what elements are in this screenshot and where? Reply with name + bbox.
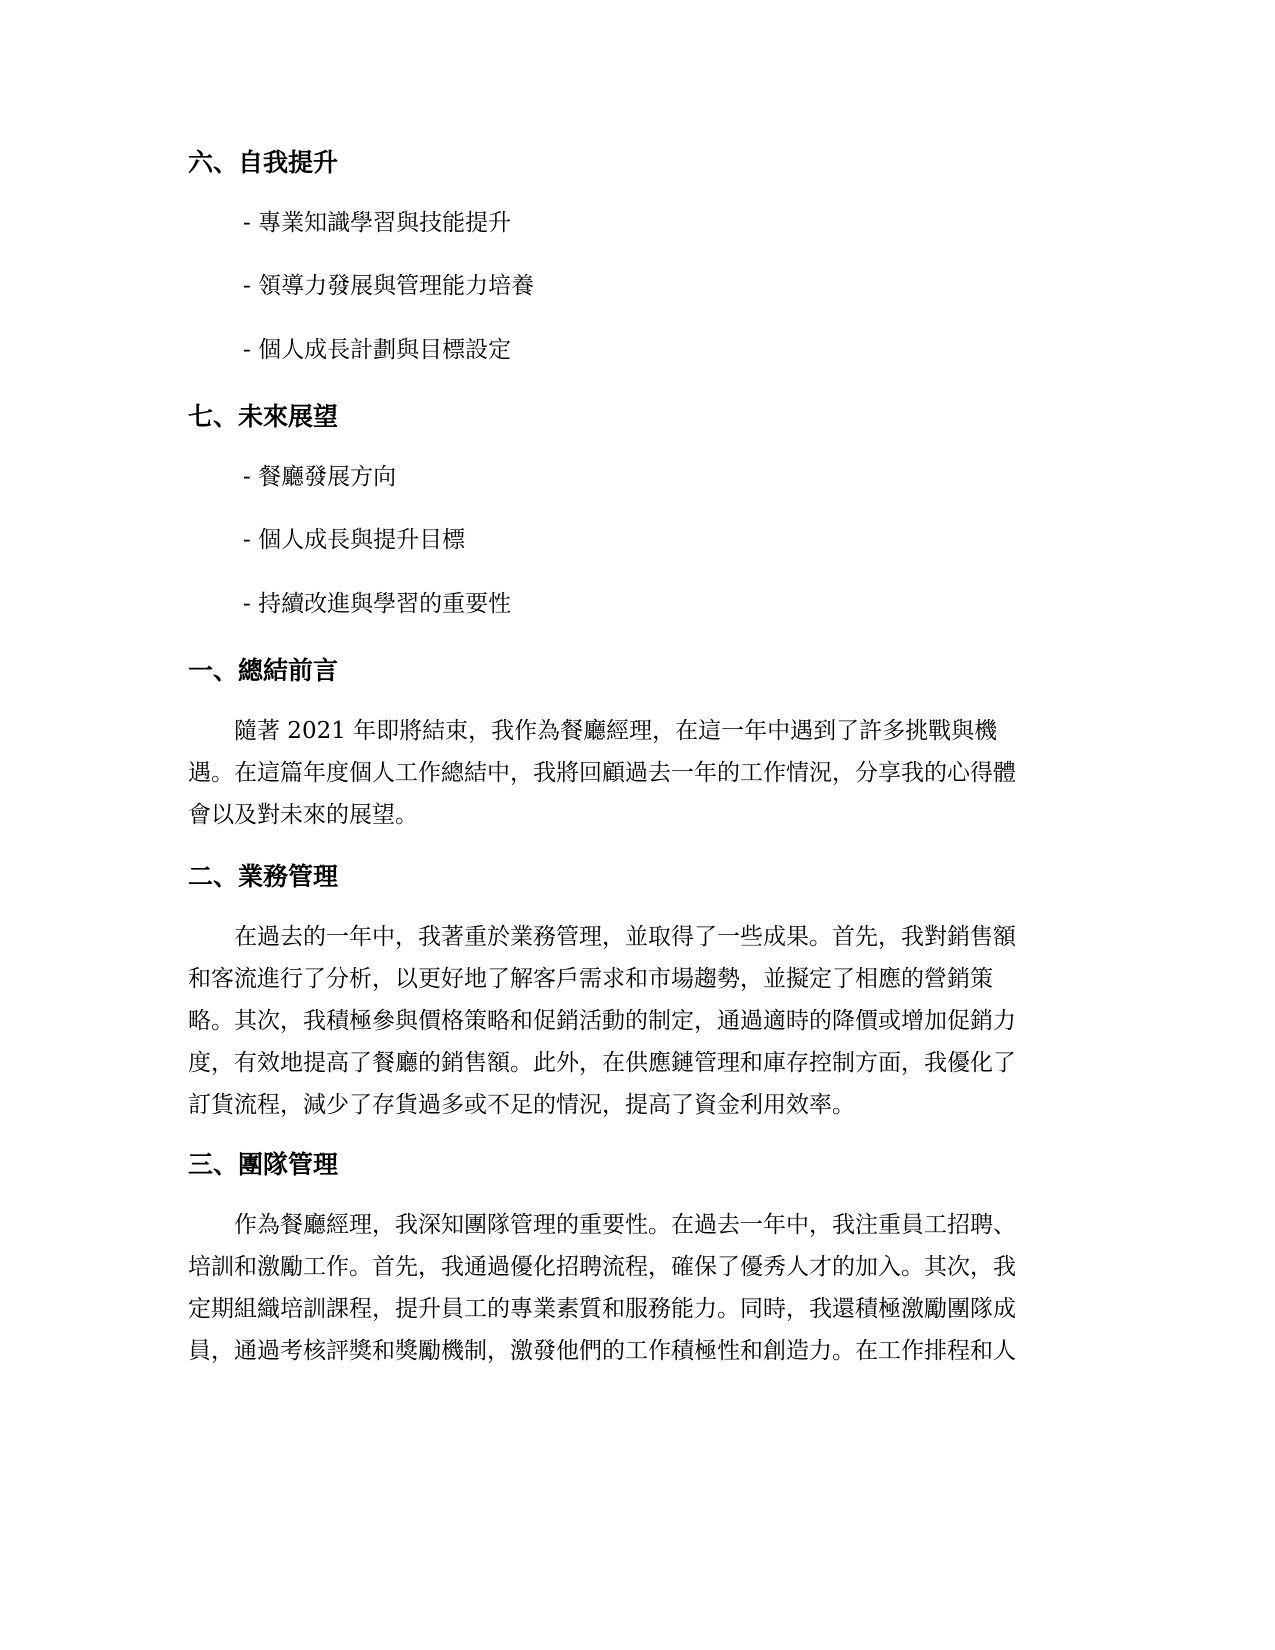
section-heading-summary-preface: 一、總結前言 xyxy=(188,656,339,685)
paragraph-line: 略。其次，我積極參與價格策略和促銷活動的制定，通過適時的降價或增加促銷力 xyxy=(188,1008,1016,1034)
paragraph-line: 定期組織培訓課程，提升員工的專業素質和服務能力。同時，我還積極激勵團隊成 xyxy=(188,1296,1016,1322)
paragraph-line: 作為餐廳經理，我深知團隊管理的重要性。在過去一年中，我注重員工招聘、 xyxy=(234,1212,1016,1238)
paragraph-team-management xyxy=(188,1204,1088,1372)
bullet-item: - 專業知識學習與技能提升 xyxy=(243,210,512,236)
section-heading-business-management: 二、業務管理 xyxy=(188,862,339,891)
bullet-item: - 個人成長與提升目標 xyxy=(243,527,466,553)
paragraph-line: 和客流進行了分析，以更好地了解客戶需求和市場趨勢，並擬定了相應的營銷策 xyxy=(188,966,993,992)
bullet-item: - 持續改進與學習的重要性 xyxy=(243,591,512,617)
bullet-item: - 餐廳發展方向 xyxy=(243,464,397,490)
bullet-item: - 個人成長計劃與目標設定 xyxy=(243,337,512,363)
section-heading-team-management: 三、團隊管理 xyxy=(188,1150,339,1179)
paragraph-line: 遇。在這篇年度個人工作總結中，我將回顧過去一年的工作情況，分享我的心得體 xyxy=(188,760,1016,786)
paragraph-line: 培訓和激勵工作。首先，我通過優化招聘流程，確保了優秀人才的加入。其次，我 xyxy=(188,1254,1016,1280)
paragraph-line: 度，有效地提高了餐廳的銷售額。此外，在供應鏈管理和庫存控制方面，我優化了 xyxy=(188,1050,1016,1076)
section-heading-self-improvement: 六、自我提升 xyxy=(188,148,339,177)
paragraph-summary-preface xyxy=(188,710,1088,836)
paragraph-line: 訂貨流程，減少了存貨過多或不足的情況，提高了資金利用效率。 xyxy=(188,1092,855,1118)
paragraph-line: 隨著 2021 年即將結束，我作為餐廳經理，在這一年中遇到了許多挑戰與機 xyxy=(234,718,998,744)
paragraph-business-management xyxy=(188,916,1088,1126)
paragraph-line: 在過去的一年中，我著重於業務管理，並取得了一些成果。首先，我對銷售額 xyxy=(234,924,1016,950)
paragraph-line: 會以及對未來的展望。 xyxy=(188,802,418,828)
bullet-item: - 領導力發展與管理能力培養 xyxy=(243,273,535,299)
paragraph-line: 員，通過考核評獎和獎勵機制，激發他們的工作積極性和創造力。在工作排程和人 xyxy=(188,1338,1016,1364)
section-heading-future-outlook: 七、未來展望 xyxy=(188,402,339,431)
